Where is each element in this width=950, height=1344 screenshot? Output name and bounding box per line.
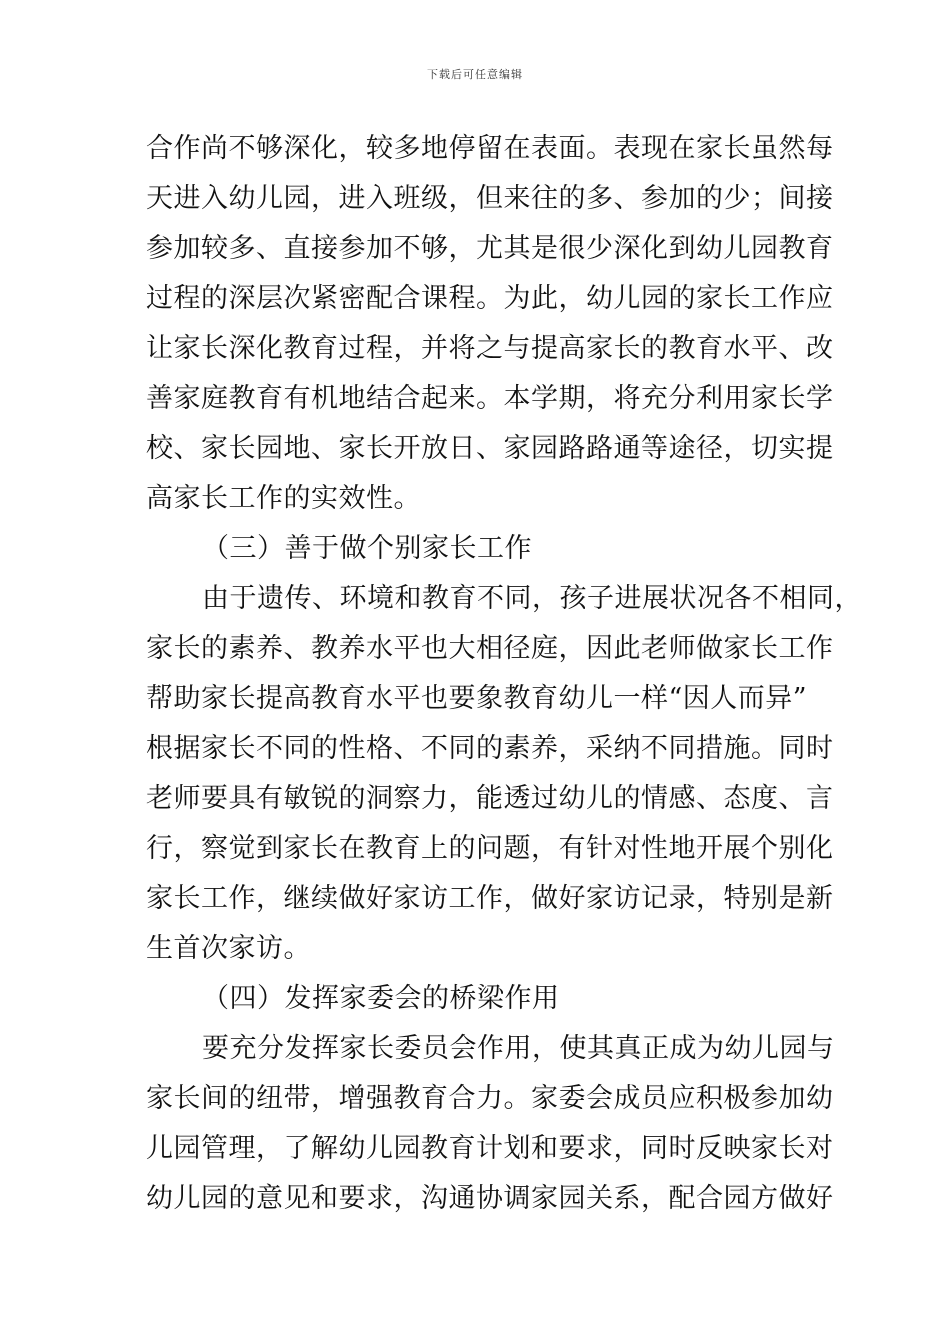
text-line: 根据家长不同的性格、不同的素养，采纳不同措施。同时 <box>146 733 834 764</box>
text-line: 善家庭教育有机地结合起来。本学期，将充分利用家长学 <box>146 383 834 414</box>
text-line: 由于遗传、环境和教育不同，孩子进展状况各不相同， <box>202 583 862 614</box>
text-line: 让家长深化教育过程，并将之与提高家长的教育水平、改 <box>146 333 834 364</box>
text-line: 要充分发挥家长委员会作用，使其真正成为幼儿园与 <box>202 1033 835 1064</box>
text-line: 高家长工作的实效性。 <box>146 483 421 514</box>
text-line: 帮助家长提高教育水平也要象教育幼儿一样“因人而异” <box>146 683 808 714</box>
text-line: 行，察觉到家长在教育上的问题，有针对性地开展个别化 <box>146 833 834 864</box>
section-heading-4: （四）发挥家委会的桥梁作用 <box>202 983 560 1014</box>
text-line: 幼儿园的意见和要求，沟通协调家园关系，配合园方做好 <box>146 1183 834 1214</box>
section-heading-3: （三）善于做个别家长工作 <box>202 533 532 564</box>
text-line: 家长的素养、教养水平也大相径庭，因此老师做家长工作 <box>146 633 834 664</box>
text-line: 合作尚不够深化，较多地停留在表面。表现在家长虽然每 <box>146 133 834 164</box>
text-line: 家长工作，继续做好家访工作，做好家访记录，特别是新 <box>146 883 834 914</box>
text-line: 生首次家访。 <box>146 933 311 964</box>
text-line: 家长间的纽带，增强教育合力。家委会成员应积极参加幼 <box>146 1083 834 1114</box>
text-line: 过程的深层次紧密配合课程。为此，幼儿园的家长工作应 <box>146 283 834 314</box>
text-line: 校、家长园地、家长开放日、家园路路通等途径，切实提 <box>146 433 834 464</box>
body-text <box>146 124 862 1224</box>
text-line: 儿园管理，了解幼儿园教育计划和要求，同时反映家长对 <box>146 1133 834 1164</box>
header-note: 下载后可任意编辑 <box>427 68 523 81</box>
text-line: 老师要具有敏锐的洞察力，能透过幼儿的情感、态度、言 <box>146 783 834 814</box>
text-line: 参加较多、直接参加不够，尤其是很少深化到幼儿园教育 <box>146 233 834 264</box>
text-line: 天进入幼儿园，进入班级，但来往的多、参加的少；间接 <box>146 183 834 214</box>
